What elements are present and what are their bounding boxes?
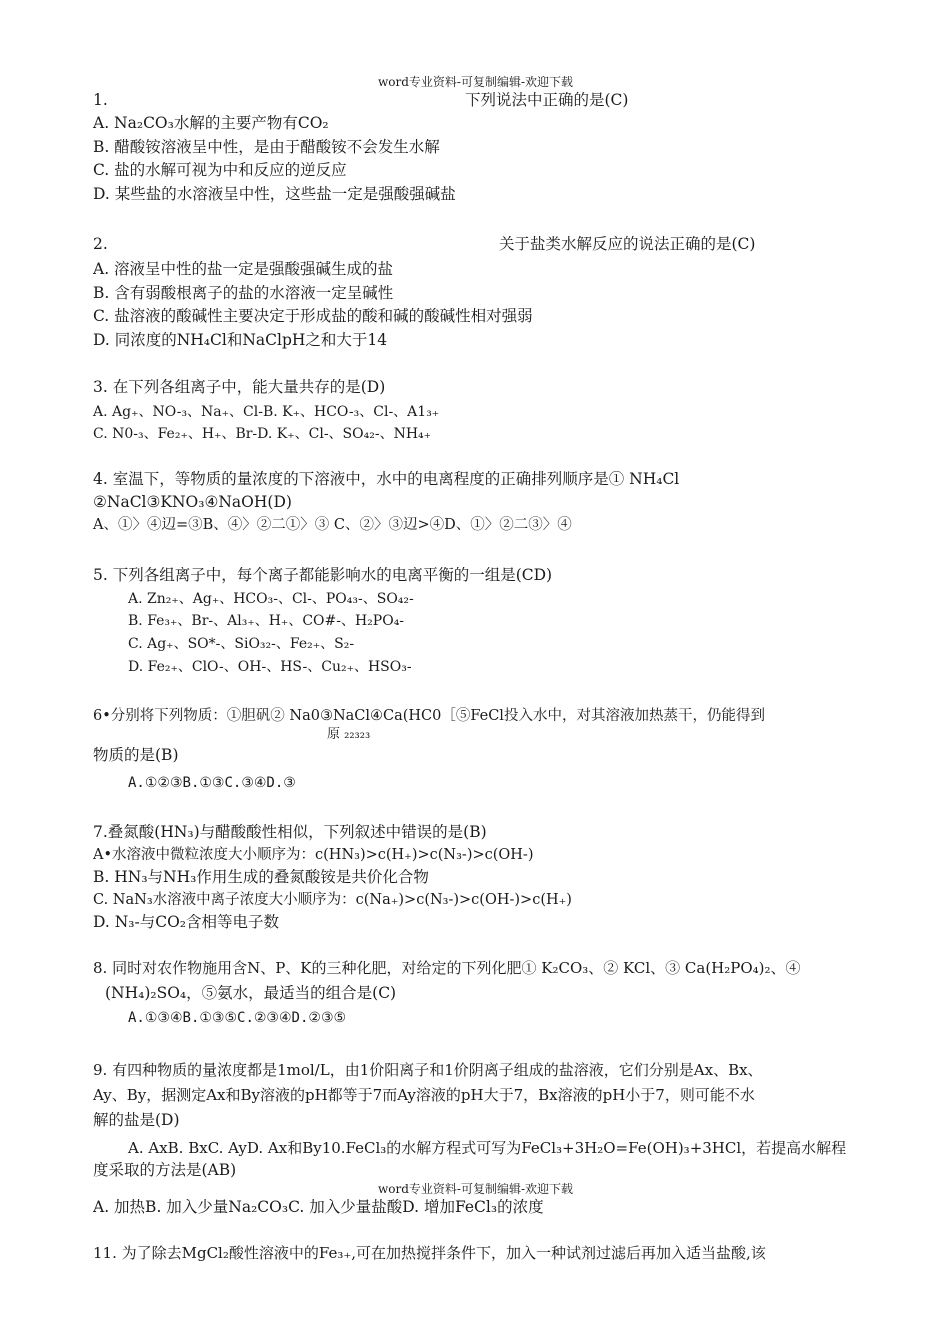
- q7-option-a: A•水溶液中微粒浓度大小顺序为：c(HN₃)>c(H₊)>c(N₃-)>c(OH-): [93, 847, 534, 863]
- q5-option-c: C. Ag₊、SO*-、SiO₃₂-、Fe₂₊、S₂-: [128, 636, 355, 652]
- q9-stem: 9. 有四种物质的量浓度都是1mol/L，由1价阳离子和1价阴离子组成的盐溶液，它们分别是Ax、Bx、: [93, 1061, 763, 1079]
- q8-stem-cont: (NH₄)₂SO₄，⑤氨水，最适当的组合是(C): [105, 984, 397, 1002]
- q6-stem: 6•分别将下列物质：①胆矾② Na0③NaCl④Ca(HC0［⑤FeCl投入水中，对其溶液加热蒸干，仍能得到: [93, 708, 765, 724]
- q1-option-a: A. Na₂CO₃水解的主要产物有CO₂: [93, 114, 329, 132]
- q2-option-b: B. 含有弱酸根离子的盐的水溶液一定呈碱性: [93, 284, 394, 302]
- q6-stem-subscripts: 原 ₂₂₃₂₃: [327, 727, 371, 742]
- q1-number: 1.: [93, 91, 108, 109]
- q4-options: A、①〉④辺=③B、④〉②二①〉③ C、②〉③辺>④D、①〉②二③〉④: [93, 517, 572, 533]
- q7-option-b: B. HN₃与NH₃作用生成的叠氮酸铵是共价化合物: [93, 868, 429, 886]
- q1-option-b: B. 醋酸铵溶液呈中性，是由于醋酸铵不会发生水解: [93, 138, 440, 156]
- q11-stem: 11. 为了除去MgCl₂酸性溶液中的Fe₃₊,可在加热搅拌条件下，加入一种试剂过滤后再加入适当盐酸,该: [93, 1244, 766, 1262]
- q10-stem-cont: 度采取的方法是(AB): [93, 1161, 237, 1179]
- q9-stem-cont: Ay、By，据测定Ax和By溶液的pH都等于7而Ay溶液的pH大于7，Bx溶液的pH小于7，则可能不水: [93, 1086, 755, 1104]
- q9-stem-end: 解的盐是(D): [93, 1111, 180, 1129]
- q5-option-d: D. Fe₂₊、ClO-、OH-、HS-、Cu₂₊、HSO₃-: [128, 659, 412, 675]
- q2-option-c: C. 盐溶液的酸碱性主要决定于形成盐的酸和碱的酸碱性相对强弱: [93, 307, 533, 325]
- q5-option-a: A. Zn₂₊、Ag₊、HCO₃-、Cl-、PO₄₃-、SO₄₂-: [128, 591, 414, 607]
- q2-stem: 关于盐类水解反应的说法正确的是(C): [499, 235, 756, 253]
- q6-stem-cont: 物质的是(B): [93, 746, 179, 764]
- q2-number: 2.: [93, 235, 108, 253]
- q3-stem: 3. 在下列各组离子中，能大量共存的是(D): [93, 378, 386, 396]
- q2-option-a: A. 溶液呈中性的盐一定是强酸强碱生成的盐: [93, 260, 394, 278]
- q1-option-d: D. 某些盐的水溶液呈中性，这些盐一定是强酸强碱盐: [93, 185, 456, 203]
- page-footer: word专业资料-可复制编辑-欢迎下载: [378, 1182, 574, 1196]
- q9-options-q10-stem: A. AxB. BxC. AyD. Ax和By10.FeCl₃的水解方程式可写为FeCl₃+3H₂O=Fe(OH)₃+3HCl，若提高水解程: [128, 1139, 847, 1157]
- q3-options-ab: A. Ag₊、NO-₃、Na₊、Cl-B. K₊、HCO-₃、Cl-、A1₃₊: [93, 404, 440, 420]
- q10-options: A. 加热B. 加入少量Na₂CO₃C. 加入少量盐酸D. 增加FeCl₃的浓度: [93, 1198, 544, 1216]
- page-header: word专业资料-可复制编辑-欢迎下载: [378, 75, 574, 89]
- q4-stem: 4. 室温下，等物质的量浓度的下溶液中，水中的电离程度的正确排列顺序是① NH₄Cl: [93, 470, 680, 488]
- q4-stem-cont: ②NaCl③KNO₃④NaOH(D): [93, 493, 292, 511]
- q7-stem: 7.叠氮酸(HN₃)与醋酸酸性相似，下列叙述中错误的是(B): [93, 823, 487, 841]
- q8-stem: 8. 同时对农作物施用含N、P、K的三种化肥，对给定的下列化肥① K₂CO₃、② KCl、③ Ca(H₂PO₄)₂、④: [93, 959, 801, 977]
- q5-option-b: B. Fe₃₊、Br-、Al₃₊、H₊、CO#-、H₂PO₄-: [128, 613, 405, 629]
- q6-options: A.①②③B.①③C.③④D.③: [128, 775, 296, 791]
- q3-options-cd: C. N0-₃、Fe₂₊、H₊、Br-D. K₊、Cl-、SO₄₂-、NH₄₊: [93, 426, 432, 442]
- q5-stem: 5. 下列各组离子中，每个离子都能影响水的电离平衡的一组是(CD): [93, 566, 553, 584]
- q8-options: A.①③④B.①③⑤C.②③④D.②③⑤: [128, 1010, 347, 1026]
- q7-option-d: D. N₃-与CO₂含相等电子数: [93, 913, 280, 931]
- q1-option-c: C. 盐的水解可视为中和反应的逆反应: [93, 161, 347, 179]
- q1-stem: 下列说法中正确的是(C): [465, 91, 629, 109]
- q7-option-c: C. NaN₃水溶液中离子浓度大小顺序为：c(Na₊)>c(N₃-)>c(OH-)>c(H₊): [93, 892, 572, 908]
- q2-option-d: D. 同浓度的NH₄Cl和NaClpH之和大于14: [93, 331, 388, 349]
